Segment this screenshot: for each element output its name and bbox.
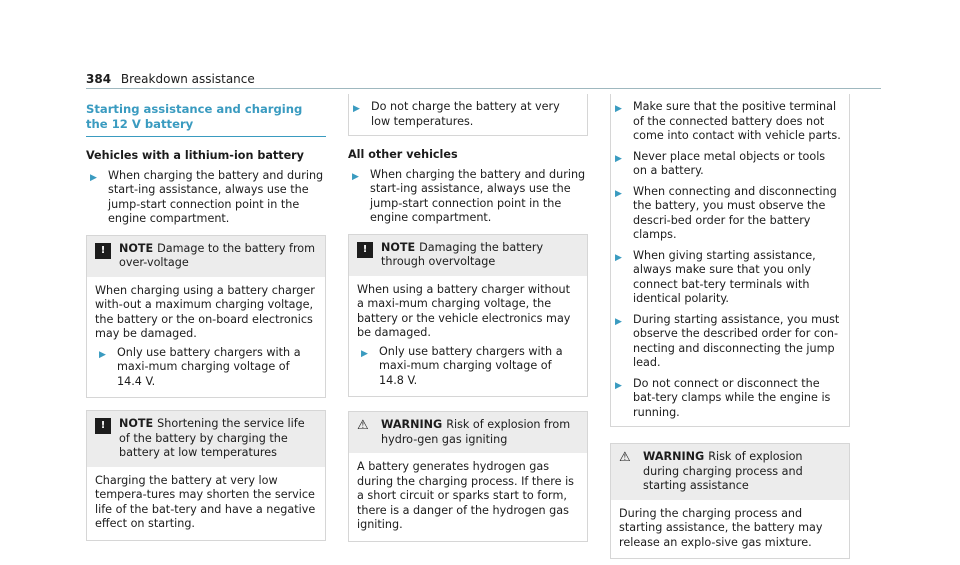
note-body [87, 277, 325, 398]
warning-text: A battery generates hydrogen gas during the charging process. If there is a short circuit or sparks start to form, there is a danger of the hydrogen gas igniting. [357, 460, 575, 531]
note-body [87, 467, 325, 540]
list-item [86, 169, 326, 227]
arrow-bullet-icon: ▶ [615, 153, 622, 164]
list-item [611, 313, 841, 371]
note-heading: Shortening the service life of the battery by charging the battery at low temperatures [119, 417, 305, 459]
header-divider [86, 88, 881, 89]
note-header [87, 411, 325, 467]
note-text: Charging the battery at very low tempera-tures may shorten the service life of the bat-tery and have a negative effect on starting. [95, 473, 316, 530]
arrow-bullet-icon: ▶ [615, 380, 622, 391]
note-heading: Damage to the battery from over-voltage [119, 241, 316, 269]
arrow-bullet-icon: ▶ [615, 316, 622, 327]
list-item [611, 377, 841, 421]
list-item-text: Only use battery chargers with a maxi-mum charging voltage of 14.4 V. [117, 345, 301, 388]
list-item [349, 100, 579, 129]
arrow-bullet-icon: ▶ [615, 188, 622, 199]
note-box [86, 235, 326, 399]
warning-label: WARNING [643, 450, 705, 463]
exclamation-icon: ! [357, 242, 373, 258]
list-item-text: Do not connect or disconnect the bat-tery clamps while the engine is running. [633, 376, 831, 419]
note-header [349, 235, 587, 276]
list-item [95, 346, 317, 390]
warning-header [349, 412, 587, 453]
arrow-bullet-icon: ▶ [615, 104, 622, 114]
note-heading: Damaging the battery through overvoltage [381, 240, 544, 268]
warning-heading: Risk of explosion from hydro-gen gas igniting [381, 418, 571, 446]
list-item-text: When giving starting assistance, always make sure that you only connect bat-tery terminals with identical polarity. [633, 248, 816, 305]
list-item [611, 249, 841, 307]
arrow-bullet-icon: ▶ [361, 348, 368, 359]
warning-body [349, 453, 587, 541]
sub-title: All other vehicles [348, 148, 458, 161]
arrow-bullet-icon: ▶ [90, 172, 97, 183]
list-item [357, 345, 579, 389]
list-item-text: Make sure that the positive terminal of the connected battery does not come into contact with vehicle parts. [633, 100, 841, 142]
list-item-text: During starting assistance, you must observe the described order for con-necting and disconnecting the jump lead. [633, 312, 840, 369]
warning-triangle-icon: ⚠ [357, 418, 369, 433]
note-text: When using a battery charger without a maxi-mum charging voltage, the battery or the vehicle electronics may be damaged. [357, 282, 571, 339]
warning-box [610, 443, 850, 559]
list-item-text: Never place metal objects or tools on a battery. [633, 149, 826, 177]
warning-text: During the charging process and starting assistance, the battery may release an explo-sive gas mixture. [619, 506, 823, 549]
warning-triangle-icon: ⚠ [619, 450, 631, 465]
warning-box [348, 411, 588, 542]
list-item [611, 100, 841, 144]
note-body [349, 276, 587, 397]
note-box [348, 234, 588, 398]
page-header [86, 72, 255, 86]
continued-box [348, 94, 588, 136]
warning-heading: Risk of explosion during charging process and starting assistance [643, 450, 803, 492]
arrow-bullet-icon: ▶ [615, 252, 622, 263]
sub-title: Vehicles with a lithium-ion battery [86, 149, 304, 162]
warning-header [611, 444, 849, 500]
section-title: Starting assistance and charging the 12 V battery [86, 102, 326, 137]
list-item-text: Do not charge the battery at very low temperatures. [371, 100, 560, 128]
note-box [86, 410, 326, 541]
list-item-text: Only use battery chargers with a maxi-mum charging voltage of 14.8 V. [379, 344, 563, 387]
list-item-text: When charging the battery and during start-ing assistance, always use the jump-start connection point in the engine compartment. [108, 168, 324, 225]
note-header [87, 236, 325, 277]
arrow-bullet-icon: ▶ [352, 171, 359, 182]
exclamation-icon: ! [95, 243, 111, 259]
exclamation-icon: ! [95, 418, 111, 434]
column-2 [348, 96, 588, 548]
note-label: NOTE [119, 241, 154, 255]
page-title: Breakdown assistance [120, 72, 255, 86]
note-label: NOTE [119, 417, 154, 430]
warning-label: WARNING [381, 418, 443, 431]
page-number: 384 [86, 72, 112, 86]
list-item-text: When connecting and disconnecting the battery, you must observe the descri-bed order for the battery clamps. [633, 184, 837, 241]
continued-box [610, 94, 850, 427]
column-1 [86, 96, 326, 547]
list-item [611, 185, 841, 243]
list-item [611, 150, 841, 179]
list-item-text: When charging the battery and during start-ing assistance, always use the jump-start connection point in the engine compartment. [370, 167, 586, 224]
column-3 [610, 96, 850, 565]
warning-body [611, 500, 849, 559]
note-text: When charging using a battery charger with-out a maximum charging voltage, the battery or the on-board electronics may be damaged. [95, 283, 315, 340]
note-label: NOTE [381, 240, 416, 254]
arrow-bullet-icon: ▶ [353, 104, 360, 114]
arrow-bullet-icon: ▶ [99, 349, 106, 360]
list-item [348, 168, 588, 226]
